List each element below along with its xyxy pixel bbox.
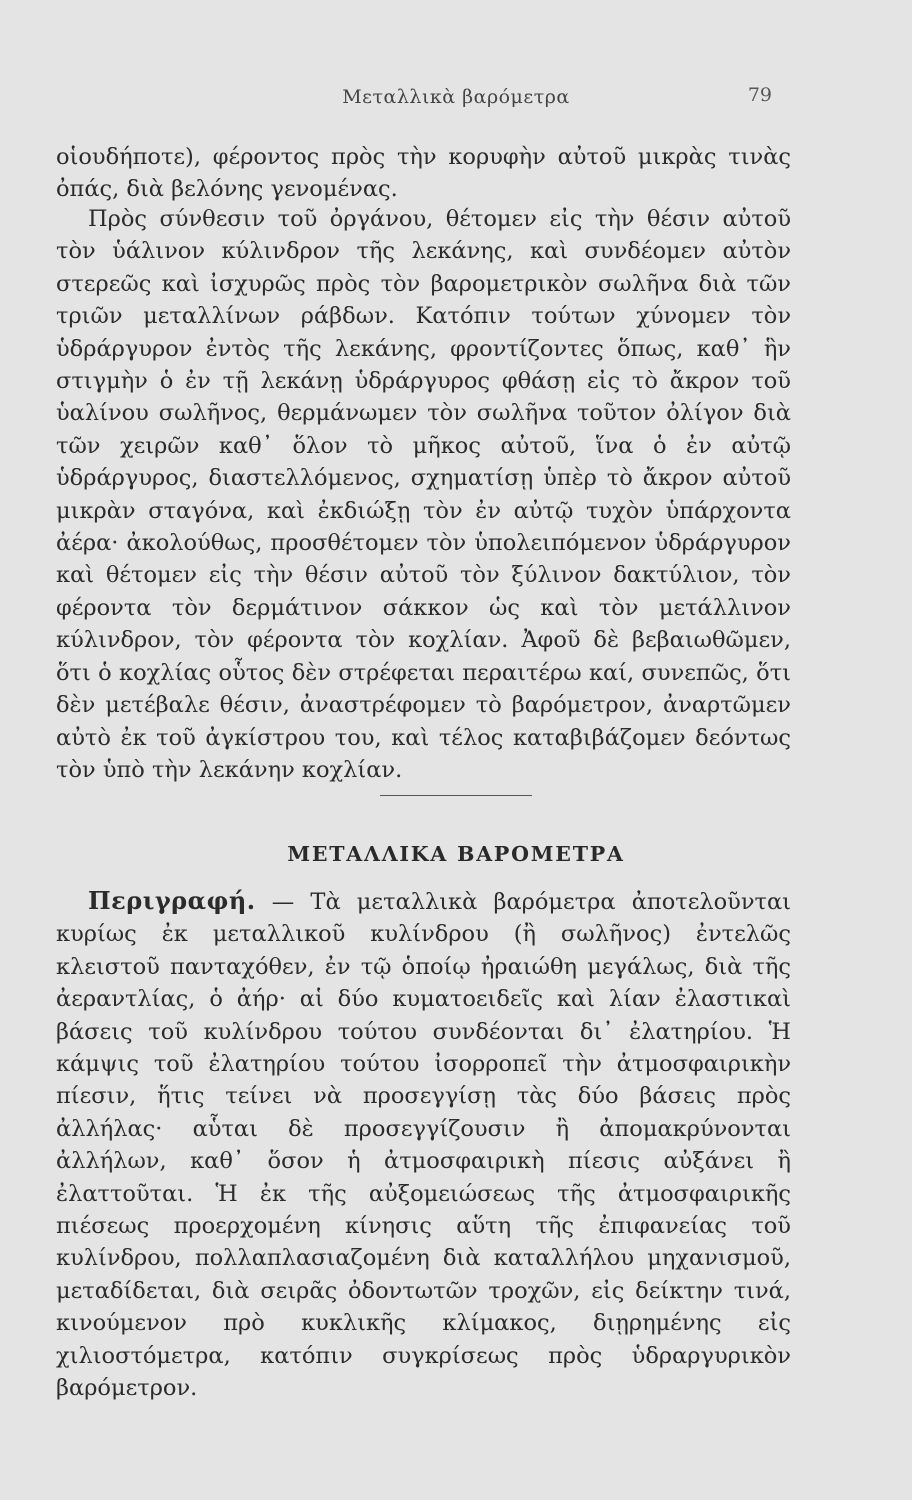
paragraph-text: οἱουδήποτε), φέροντος πρὸς τὴν κορυφὴν αὐτοῦ μικρὰς τινὰς ὀπάς, διὰ βελόνης γενομένας. — [56, 144, 791, 203]
paragraph-lead-heading: Περιγραφή. — [88, 886, 256, 915]
page-number: 79 — [747, 84, 772, 106]
paragraph-description — [56, 885, 791, 1405]
section-heading: ΜΕΤΑΛΛΙΚΑ ΒΑΡΟΜΕΤΡΑ — [287, 842, 625, 866]
section-divider — [380, 795, 532, 796]
running-head: Μεταλλικὰ βαρόμετρα — [342, 86, 570, 108]
paragraph-text: Πρὸς σύνθεσιν τοῦ ὀργάνου, θέτομεν εἰς τὴν θέσιν αὐτοῦ τὸν ὑάλινον κύλινδρον τῆς λεκάνης, καὶ συνδέομεν αὐτὸν στερεῶς καὶ ἰσχυρῶς πρὸς τὸν βαρομετρικὸν σωλῆνα διὰ τῶν τριῶν μεταλλίνων ράβδων. Κατόπιν τούτων χύνομεν τὸν ὑδράργυρον ἐντὸς τῆς λεκάνης, φροντίζοντες ὅπως, καθ᾽ ἣν στιγμὴν ὁ ἐν τῇ λεκάνῃ ὑδράργυρος φθάσῃ εἰς τὸ ἄκρον τοῦ ὑαλίνου σωλῆνος, θερμάνωμεν τὸν σωλῆνα τοῦτον ὀλίγον διὰ τῶν χειρῶν καθ᾽ ὅλον τὸ μῆκος αὐτοῦ, ἵνα ὁ ἐν αὐτῷ ὑδράργυρος, διαστελλόμενος, σχηματίσῃ ὑπὲρ τὸ ἄκρον αὐτοῦ μικρὰν σταγόνα, καὶ ἐκδιώξῃ τὸν ἐν αὐτῷ τυχὸν ὑπάρχοντα ἀέρα· ἀκολούθως, προσθέτομεν τὸν ὑπολειπόμενον ὑδράργυρον καὶ θέτομεν εἰς τὴν θέσιν αὐτοῦ τὸν ξύλινον δακτύλιον, τὸν φέροντα τὸν δερμάτινον σάκκον ὡς καὶ τὸν μετάλλινον κύλινδρον, τὸν φέροντα τὸν κοχλίαν. Ἀφοῦ δὲ βεβαιωθῶμεν, ὅτι ὁ κοχλίας οὗτος δὲν στρέφεται περαιτέρω καί, συνεπῶς, ὅτι δὲν μετέβαλε θέσιν, ἀναστρέφομεν τὸ βαρόμετρον, ἀναρτῶμεν αὐτὸ ἐκ τοῦ ἀγκίστρου του, καὶ τέλος καταβιβάζομεν δεόντως τὸν ὑπὸ τὴν λεκάνην κοχλίαν. — [56, 206, 791, 783]
paragraph-assembly — [56, 203, 791, 786]
paragraph-text: — Τὰ μεταλλικὰ βαρόμετρα ἀποτελοῦνται κυρίως ἐκ μεταλλικοῦ κυλίνδρου (ἢ σωλῆνος) ἐντελῶς κλειστοῦ πανταχόθεν, ἐν τῷ ὁποίῳ ἠραιώθη μεγάλως, διὰ τῆς ἀεραντλίας, ὁ ἀήρ· αἱ δύο κυματοειδεῖς καὶ λίαν ἐλαστικαὶ βάσεις τοῦ κυλίνδρου τούτου συνδέονται δι᾽ ἐλατηρίου. Ἡ κάμψις τοῦ ἐλατηρίου τούτου ἰσορροπεῖ τὴν ἀτμοσφαιρικὴν πίεσιν, ἥτις τείνει νὰ προσεγγίσῃ τὰς δύο βάσεις πρὸς ἀλλήλας· αὗται δὲ προσεγγίζουσιν ἢ ἀπομακρύνονται ἀλλήλων, καθ᾽ ὅσον ἡ ἀτμοσφαιρικὴ πίεσις αὐξάνει ἢ ἐλαττοῦται. Ἡ ἐκ τῆς αὐξομειώσεως τῆς ἀτμοσφαιρικῆς πιέσεως προερχομένη κίνησις αὕτη τῆς ἐπιφανείας τοῦ κυλίνδρου, πολλαπλασιαζομένη διὰ καταλλήλου μηχανισμοῦ, μεταδίδεται, διὰ σειρᾶς ὀδοντωτῶν τροχῶν, εἰς δείκτην τινά, κινούμενον πρὸ κυκλικῆς κλίμακος, διῃρημένης εἰς χιλιοστόμετρα, κατόπιν συγκρίσεως πρὸς ὑδραργυρικὸν βαρόμετρον. — [56, 889, 791, 1402]
paragraph-body — [56, 885, 791, 1405]
paragraph-continuation — [56, 141, 791, 206]
